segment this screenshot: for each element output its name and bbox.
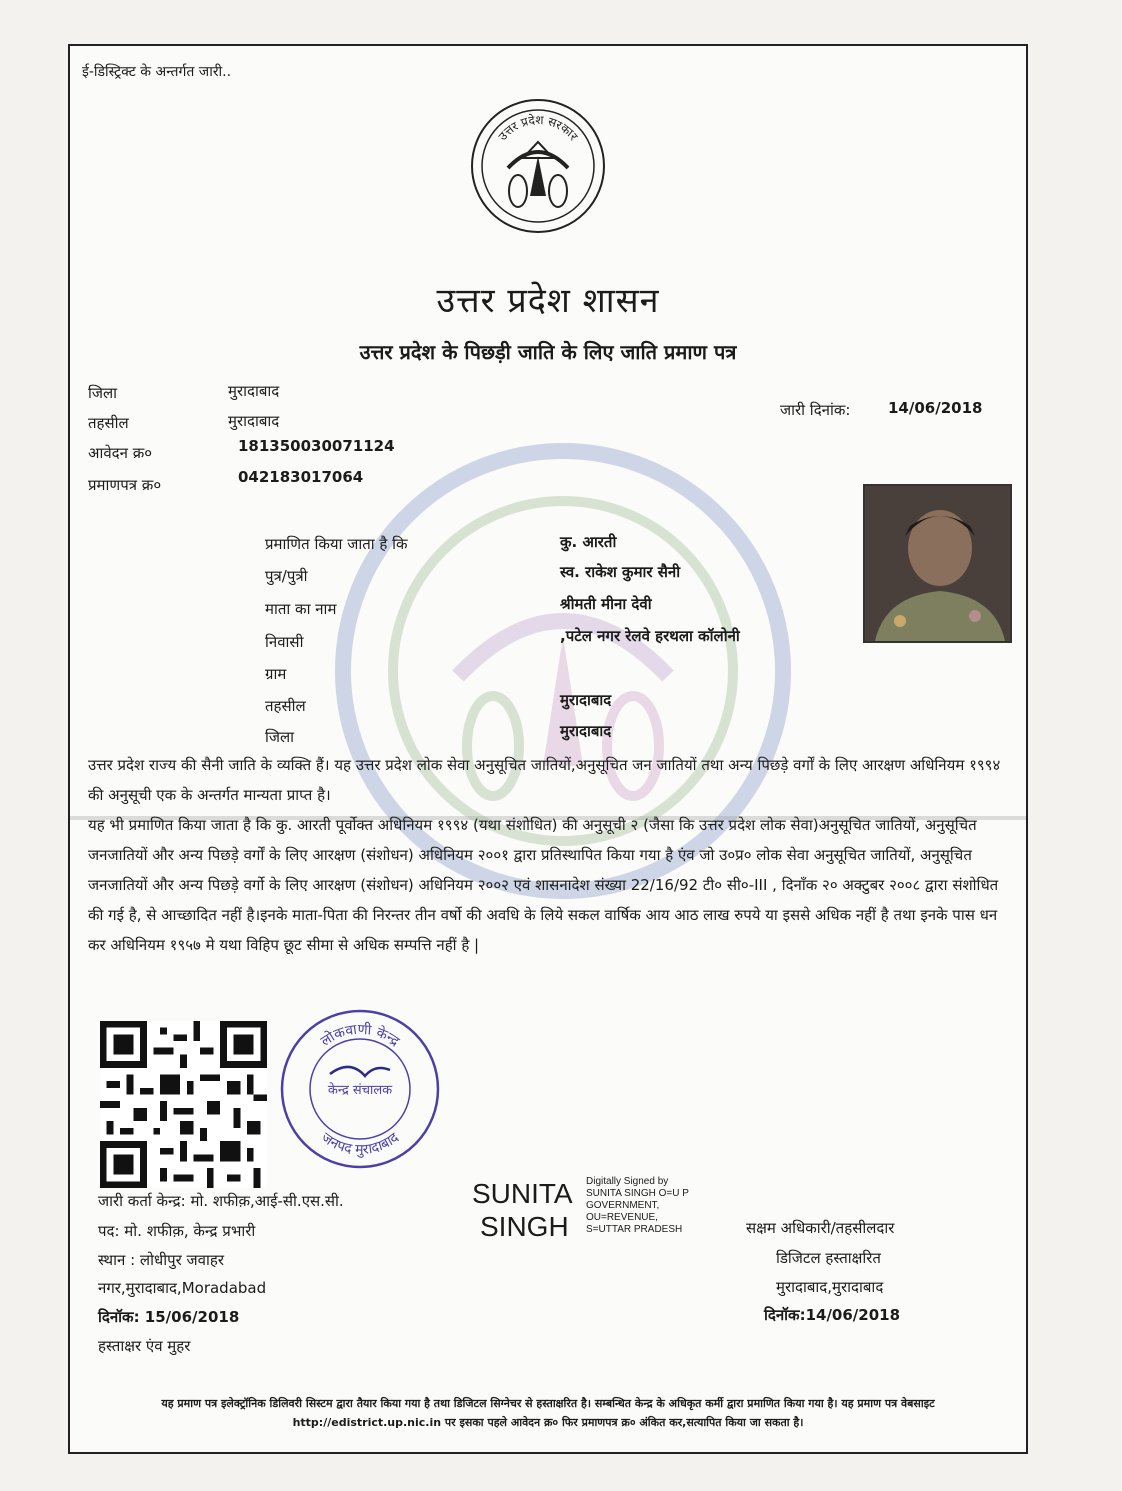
authority-designation: सक्षम अधिकारी/तहसीलदार [746,1219,895,1237]
person-value-name: कु. आरती [560,533,617,551]
person-label-district: जिला [265,728,295,746]
issued-under-note: ई-डिस्ट्रिक्ट के अन्तर्गत जारी.. [82,64,232,80]
exclusion-paragraph: यह भी प्रमाणित किया जाता है कि कु. आरती पूर्वोक्त अधिनियम १९९४ (यथा संशोधित) की अनुसूची २ (जैसा कि उत्तर प्रदेश लोक सेवा)अनुसूचित जातियों, अनुसूचित जनजातियों और अन्य पिछड़े वर्गों के लिए आरक्षण (संशोधन) अधिनियम २००१ द्वारा प्रतिस्थापित किया गया है एंव जो उ०प्र० लोक सेवा अनुसूचित जातियों, अनुसूचित जनजातियों और अन्य पिछड़े वर्गो के लिए आरक्षण (संशोधन) अधिनियम २००२ एवं शासनादेश संख्या 22/16/92 टी० सी०-III , दिनाँक २० अक्टुबर २००८ द्वारा संशोधित की गई है, से आच्छादित नहीं है।इनके माता-पिता की निरन्तर तीन वर्षो की अवधि के लिये सकल वार्षिक आय आठ लाख रुपये या इससे अधिक नहीं है तथा इनके पास धन कर अधिनियम १९५७ मे यथा विहिप छूट सीमा से अधिक सम्पत्ति नहीं है | [88,816,999,954]
issuer-date: दिनॉक: 15/06/2018 [98,1308,240,1326]
stamp-top-text: लोकवाणी केन्द्र [318,1021,403,1050]
footer-note: यह प्रमाण पत्र इलेक्ट्रॉनिक डिलिवरी सिस्टम द्वारा तैयार किया गया है तथा डिजिटल सिग्नेचर से हस्ताक्षरित है। सम्बन्धित केन्द्र के अधिकृत कर्मी द्वारा प्रमाणित किया गया है। यह प्रमाण पत्र वेबसाइट http://edistrict.up.nic.in पर इसका पहले आवेदन क्र० फिर प्रमाणपत्र क्र० अंकित कर,सत्यापित किया जा सकता है। [161,1397,935,1429]
person-label-village: ग्राम [265,665,287,683]
kendra-stamp [275,1004,445,1174]
signature-scribble [330,1067,390,1076]
person-value-mother: श्रीमती मीना देवी [560,595,652,613]
person-label-certified: प्रमाणित किया जाता है कि [265,535,408,553]
issuer-designation: पद: मो. शफीक़, केन्द्र प्रभारी [98,1222,256,1240]
person-value-father: स्व. राकेश कुमार सैनी [560,563,681,581]
field-value-district: मुरादाबाद [228,382,280,400]
authority-location: मुरादाबाद,मुरादाबाद [776,1278,884,1296]
authority-digitally-signed: डिजिटल हस्ताक्षरित [776,1249,881,1267]
digital-sig-line-3: GOVERNMENT, [586,1200,660,1211]
person-label-son-daughter: पुत्र/पुत्री [265,567,308,585]
field-value-tehsil: मुरादाबाद [228,412,280,430]
up-government-emblem [468,96,608,236]
stamp-bottom-text: जनपद मुरादाबाद [318,1129,402,1159]
stamp-middle-text: केन्द्र संचालक [327,1083,393,1098]
issuer-place-cont: नगर,मुरादाबाद,Moradabad [98,1279,267,1297]
signer-name-line1: SUNITA [472,1178,573,1209]
digital-sig-line-5: S=UTTAR PRADESH [586,1224,683,1235]
field-label-application-no: आवेदन क्र० [88,444,153,462]
signer-name-line2: SINGH [480,1211,569,1242]
person-value-tehsil: मुरादाबाद [560,691,612,709]
issuer-place: स्थान : लोधीपुर जवाहर [98,1251,224,1269]
field-value-application-no: 181350030071124 [238,437,395,455]
certificate-page [68,44,1028,1454]
authority-date: दिनॉक:14/06/2018 [764,1306,901,1324]
applicant-photo [863,484,1012,643]
issue-date-label: जारी दिनांक: [780,401,851,419]
person-label-tehsil: तहसील [265,697,306,715]
field-label-tehsil: तहसील [88,414,129,432]
issuer-center: जारी कर्ता केन्द्र: मो. शफीक़,आई-सी.एस.सी. [98,1192,344,1210]
issue-date-value: 14/06/2018 [888,399,983,417]
document-title: उत्तर प्रदेश शासन [436,281,660,321]
digital-sig-line-1: Digitally Signed by [586,1176,669,1187]
field-label-certificate-no: प्रमाणपत्र क्र० [88,476,162,494]
person-label-resident: निवासी [265,633,304,651]
emblem-text: उत्तर प्रदेश सरकार [495,112,581,144]
sign-and-seal-label: हस्ताक्षर एंव मुहर [98,1337,191,1355]
qr-code [100,1021,267,1188]
caste-paragraph: उत्तर प्रदेश राज्य की सैनी जाति के व्यक्ति हैं। यह उत्तर प्रदेश लोक सेवा अनुसूचित जातियों,अनुसूचित जन जातियों तथा अन्य पिछड़े वर्गों के लिए आरक्षण अधिनियम १९९४ की अनुसूची एक के अन्तर्गत मान्यता प्राप्त है। [88,756,1001,804]
field-value-certificate-no: 042183017064 [238,468,364,486]
digital-sig-line-2: SUNITA SINGH O=U P [586,1188,689,1199]
person-value-resident: ,पटेल नगर रेलवे हरथला कॉलोनी [560,627,740,645]
field-label-district: जिला [88,384,118,402]
digital-sig-line-4: OU=REVENUE, [586,1212,658,1223]
person-label-mother: माता का नाम [265,600,337,618]
document-subtitle: उत्तर प्रदेश के पिछड़ी जाति के लिए जाति प्रमाण पत्र [359,340,737,364]
person-value-district: मुरादाबाद [560,722,612,740]
